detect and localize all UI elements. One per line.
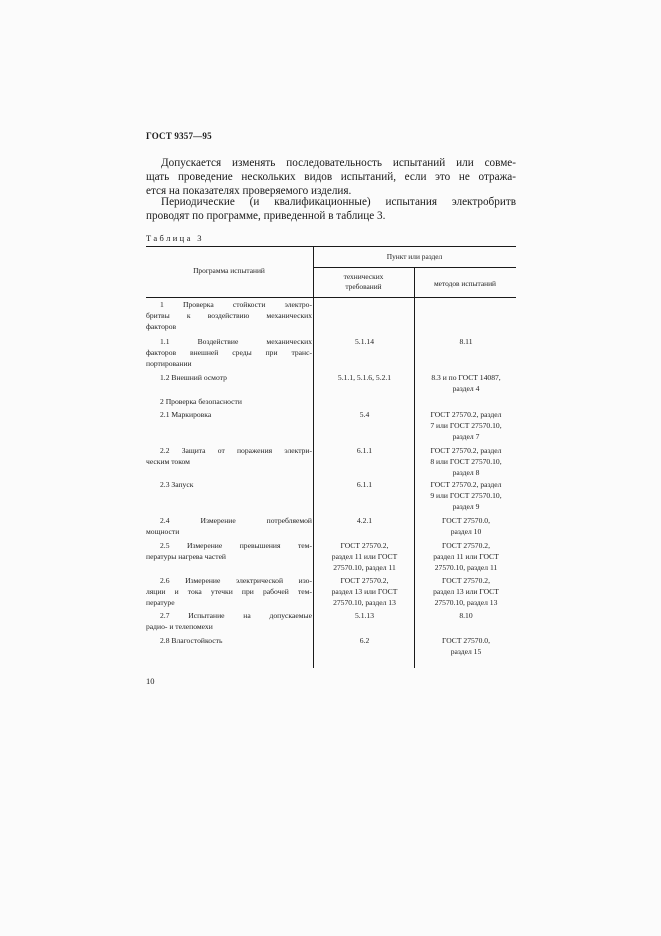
table-top-rule	[146, 246, 516, 247]
table-cell-tech: ГОСТ 27570.2, раздел 11 или ГОСТ 27570.10, раздел 11	[331, 541, 398, 572]
column-header-point: Пункт или раздел	[386, 252, 443, 261]
table-cell-tech: 6.1.1	[356, 446, 373, 455]
column-divider	[313, 246, 314, 668]
table-row-program: 2 Проверка безопасности	[160, 397, 242, 406]
table-cell-methods: 8.10	[459, 611, 473, 620]
table-cell-tech: 6.2	[359, 636, 370, 645]
table-row-program: 2.1 Маркировка	[160, 410, 212, 419]
page-number: 10	[146, 676, 155, 686]
column-header-program: Программа испытаний	[193, 266, 265, 275]
table-row-program: 1 Проверка стойкости электро- бритвы к воздействию механических факторов	[146, 300, 312, 331]
table-row-program: 2.4 Измерение потребляемой мощности	[146, 516, 312, 536]
table-cell-methods: 8.3 и по ГОСТ 14087, раздел 4	[431, 373, 501, 393]
paragraph-line: Периодические (и квалификационные) испытания электробритв	[161, 196, 516, 208]
paragraph-line: проводят по программе, приведенной в таблице 3.	[146, 210, 386, 222]
table-cell-tech: 5.1.14	[355, 337, 374, 346]
table-cell-tech: ГОСТ 27570.2, раздел 13 или ГОСТ 27570.10, раздел 13	[331, 576, 398, 607]
table-cell-methods: ГОСТ 27570.0, раздел 10	[442, 516, 490, 536]
table-row-program: 2.8 Влагостойкость	[160, 636, 223, 645]
table-caption: Таблица 3	[146, 233, 204, 243]
table-cell-tech: 5.4	[359, 410, 370, 419]
table-cell-methods: ГОСТ 27570.2, раздел 7 или ГОСТ 27570.10, раздел 7	[430, 410, 502, 441]
table-row-program: 1.1 Воздействие механических факторов внешней среды при транс- портировании	[146, 337, 312, 368]
table-cell-methods: 8.11	[459, 337, 473, 346]
column-divider	[414, 267, 415, 668]
table-cell-tech: 5.1.13	[355, 611, 374, 620]
table-cell-tech: 4.2.1	[356, 516, 373, 525]
table-row-program: 2.3 Запуск	[160, 480, 194, 489]
table-row-program: 2.7 Испытание на допускаемые радио- и телепомехи	[146, 611, 312, 631]
document-code: ГОСТ 9357—95	[146, 131, 212, 141]
table-cell-methods: ГОСТ 27570.0, раздел 15	[442, 636, 490, 656]
table-cell-tech: 5.1.1, 5.1.6, 5.2.1	[337, 373, 392, 382]
column-header-tech-requirements: технических требований	[343, 272, 384, 291]
table-row-program: 2.2 Защита от поражения электри- ческим током	[146, 446, 312, 466]
table-row-program: 2.6 Измерение электрической изо- ляции и тока утечки при рабочей тем- пературе	[146, 576, 312, 607]
table-cell-methods: ГОСТ 27570.2, раздел 13 или ГОСТ 27570.10, раздел 13	[433, 576, 499, 607]
paragraph-line: щать проведение нескольких видов испытаний, если это не отража-	[146, 171, 516, 183]
table-cell-methods: ГОСТ 27570.2, раздел 8 или ГОСТ 27570.10, раздел 8	[430, 446, 502, 477]
table-row-program: 1.2 Внешний осмотр	[160, 373, 227, 382]
table-cell-methods: ГОСТ 27570.2, раздел 11 или ГОСТ 27570.10, раздел 11	[433, 541, 499, 572]
column-header-test-methods: методов испытаний	[434, 279, 496, 288]
paragraph-line: Допускается изменять последовательность испытаний или совме-	[161, 157, 516, 169]
paragraph-sequence	[146, 156, 516, 198]
table-cell-tech: 6.1.1	[356, 480, 373, 489]
table-cell-methods: ГОСТ 27570.2, раздел 9 или ГОСТ 27570.10, раздел 9	[430, 480, 502, 511]
table-row-program: 2.5 Измерение превышения тем- пературы нагрева частей	[146, 541, 312, 561]
header-bottom-rule	[146, 297, 516, 298]
paragraph-line: ется на показателях проверяемого изделия.	[146, 185, 352, 197]
paragraph-periodic-tests	[146, 195, 516, 223]
